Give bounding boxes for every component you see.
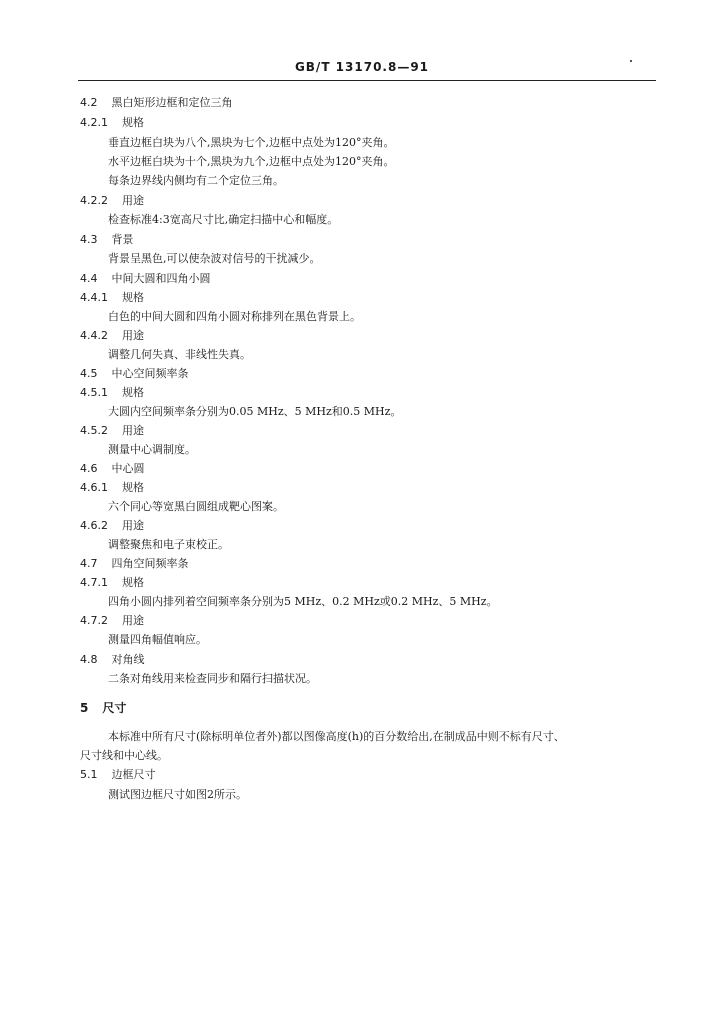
section-5-1-heading xyxy=(80,768,156,782)
section-number: 4.8 xyxy=(80,653,98,666)
section-4-2-2-heading xyxy=(80,194,144,208)
section-title: 规格 xyxy=(122,386,144,399)
section-number: 4.2.1 xyxy=(80,116,108,129)
section-4-4-2-heading xyxy=(80,329,144,343)
section-title: 规格 xyxy=(122,291,144,304)
section-title: 尺寸 xyxy=(102,701,127,715)
section-number: 4.5.1 xyxy=(80,386,108,399)
section-title: 黑白矩形边框和定位三角 xyxy=(111,96,233,109)
section-title: 用途 xyxy=(122,614,144,627)
scan-mark xyxy=(630,60,632,62)
section-title: 中心空间频率条 xyxy=(111,367,189,380)
section-number: 4.5.2 xyxy=(80,424,108,437)
body-text: 大圆内空间频率条分别为0.05 MHz、5 MHz和0.5 MHz。 xyxy=(108,405,402,418)
section-4-2-1-heading xyxy=(80,116,144,130)
section-number: 4.7 xyxy=(80,557,98,570)
section-4-2-heading xyxy=(80,96,233,110)
section-number: 4.7.1 xyxy=(80,576,108,589)
section-title: 边框尺寸 xyxy=(111,768,156,781)
header-rule xyxy=(78,80,656,81)
section-title: 中心圆 xyxy=(111,462,145,475)
body-text: 检查标准4:3宽高尺寸比,确定扫描中心和幅度。 xyxy=(108,213,339,226)
body-text: 每条边界线内侧均有二个定位三角。 xyxy=(108,174,284,187)
section-4-6-heading xyxy=(80,462,145,476)
body-text: 测试图边框尺寸如图2所示。 xyxy=(108,788,247,801)
section-number: 4.2 xyxy=(80,96,98,109)
section-number: 4.4.1 xyxy=(80,291,108,304)
body-text: 六个同心等宽黑白圆组成靶心图案。 xyxy=(108,500,284,513)
section-4-3-heading xyxy=(80,233,134,247)
section-number: 5 xyxy=(80,701,89,715)
document-id: GB/T 13170.8—91 xyxy=(294,60,430,74)
section-title: 背景 xyxy=(111,233,134,246)
section-title: 规格 xyxy=(122,481,144,494)
body-text: 调整聚焦和电子束校正。 xyxy=(108,538,229,551)
section-title: 规格 xyxy=(122,576,144,589)
section-title: 对角线 xyxy=(111,653,145,666)
section-4-5-2-heading xyxy=(80,424,144,438)
body-text: 尺寸线和中心线。 xyxy=(80,749,168,762)
body-text: 白色的中间大圆和四角小圆对称排列在黑色背景上。 xyxy=(108,310,361,323)
section-number: 4.2.2 xyxy=(80,194,108,207)
section-title: 用途 xyxy=(122,424,144,437)
section-number: 4.5 xyxy=(80,367,98,380)
section-title: 用途 xyxy=(122,194,144,207)
section-number: 4.6.2 xyxy=(80,519,108,532)
section-4-7-heading xyxy=(80,557,189,571)
section-number: 4.4.2 xyxy=(80,329,108,342)
body-text: 水平边框白块为十个,黑块为九个,边框中点处为120°夹角。 xyxy=(108,155,395,168)
body-text: 背景呈黑色,可以使杂波对信号的干扰减少。 xyxy=(108,252,321,265)
body-text: 测量四角幅值响应。 xyxy=(108,633,207,646)
section-4-5-heading xyxy=(80,367,189,381)
section-4-6-1-heading xyxy=(80,481,144,495)
section-title: 用途 xyxy=(122,329,144,342)
body-text: 调整几何失真、非线性失真。 xyxy=(108,348,251,361)
section-4-7-2-heading xyxy=(80,614,144,628)
body-text: 测量中心调制度。 xyxy=(108,443,196,456)
section-4-4-heading xyxy=(80,272,211,286)
section-4-7-1-heading xyxy=(80,576,144,590)
section-title: 用途 xyxy=(122,519,144,532)
section-number: 4.7.2 xyxy=(80,614,108,627)
section-title: 规格 xyxy=(122,116,144,129)
body-text: 四角小圆内排列着空间频率条分别为5 MHz、0.2 MHz或0.2 MHz、5 MHz。 xyxy=(108,595,498,608)
body-text: 二条对角线用来检查同步和隔行扫描状况。 xyxy=(108,672,317,685)
section-number: 4.6.1 xyxy=(80,481,108,494)
section-number: 4.6 xyxy=(80,462,98,475)
section-4-8-heading xyxy=(80,653,145,667)
section-title: 中间大圆和四角小圆 xyxy=(111,272,211,285)
section-number: 5.1 xyxy=(80,768,98,781)
section-number: 4.4 xyxy=(80,272,98,285)
section-number: 4.3 xyxy=(80,233,98,246)
body-text: 垂直边框白块为八个,黑块为七个,边框中点处为120°夹角。 xyxy=(108,136,395,149)
section-title: 四角空间频率条 xyxy=(111,557,189,570)
section-5-heading xyxy=(80,701,126,715)
section-4-6-2-heading xyxy=(80,519,144,533)
body-text: 本标准中所有尺寸(除标明单位者外)都以图像高度(h)的百分数给出,在制成品中则不标有尺寸、 xyxy=(108,730,565,743)
section-4-5-1-heading xyxy=(80,386,144,400)
section-4-4-1-heading xyxy=(80,291,144,305)
